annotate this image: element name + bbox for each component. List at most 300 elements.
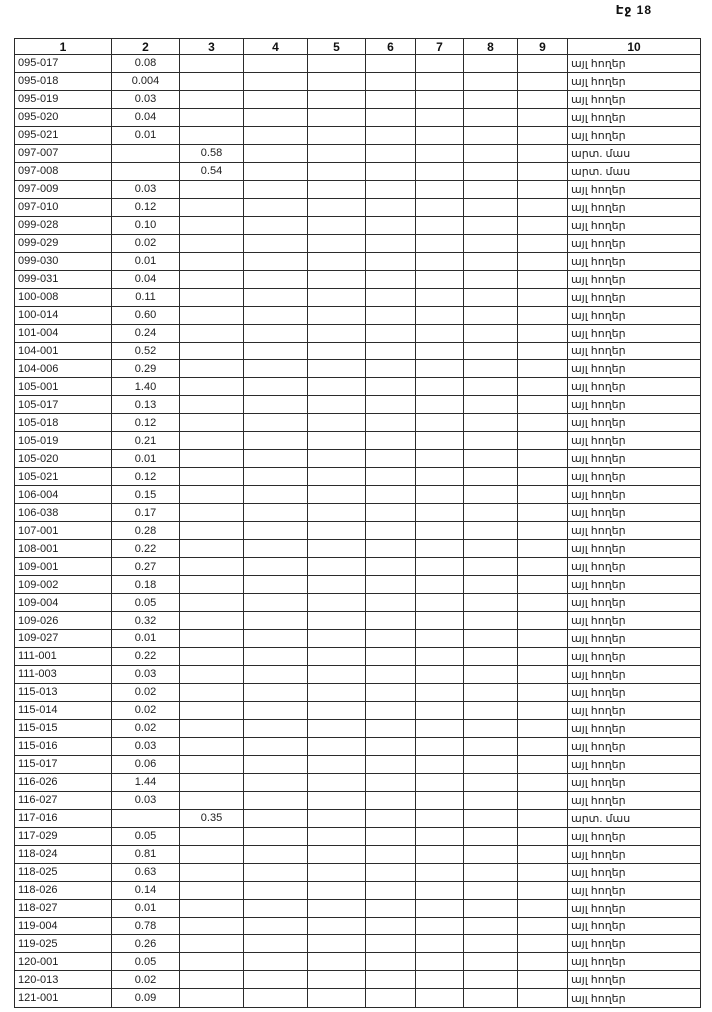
table-cell: [416, 881, 464, 899]
table-row: [15, 378, 701, 396]
table-cell: [518, 55, 568, 73]
table-cell: [518, 342, 568, 360]
table-cell: 0.02: [112, 234, 180, 252]
table-cell: [244, 881, 308, 899]
table-cell: [416, 665, 464, 683]
table-row: [15, 809, 701, 827]
table-cell: [244, 809, 308, 827]
parcel-code-cell: 117-029: [15, 827, 112, 845]
land-type-cell: այլ հողեր: [568, 324, 701, 342]
table-cell: [518, 612, 568, 630]
table-cell: [518, 306, 568, 324]
table-cell: [244, 288, 308, 306]
table-cell: [180, 108, 244, 126]
table-cell: [366, 827, 416, 845]
table-cell: [464, 540, 518, 558]
land-type-cell: այլ հողեր: [568, 791, 701, 809]
table-cell: [244, 773, 308, 791]
parcel-code-cell: 105-001: [15, 378, 112, 396]
table-cell: [180, 342, 244, 360]
parcel-code-cell: 111-003: [15, 665, 112, 683]
column-header: 7: [416, 39, 464, 55]
table-cell: [112, 162, 180, 180]
table-cell: [366, 180, 416, 198]
table-cell: [244, 665, 308, 683]
land-type-cell: այլ հողեր: [568, 989, 701, 1008]
table-cell: [464, 342, 518, 360]
table-row: [15, 486, 701, 504]
parcel-code-cell: 097-010: [15, 198, 112, 216]
table-cell: [244, 971, 308, 989]
land-type-cell: այլ հողեր: [568, 576, 701, 594]
land-type-cell: այլ հողեր: [568, 288, 701, 306]
table-cell: [366, 270, 416, 288]
table-cell: [180, 827, 244, 845]
parcel-code-cell: 108-001: [15, 540, 112, 558]
land-type-cell: այլ հողեր: [568, 234, 701, 252]
table-cell: [180, 665, 244, 683]
table-cell: [308, 971, 366, 989]
parcel-code-cell: 095-020: [15, 108, 112, 126]
table-cell: [518, 378, 568, 396]
table-cell: [464, 108, 518, 126]
table-cell: [180, 450, 244, 468]
land-type-cell: այլ հողեր: [568, 252, 701, 270]
land-type-cell: այլ հողեր: [568, 306, 701, 324]
table-cell: [308, 612, 366, 630]
table-cell: [308, 288, 366, 306]
table-cell: [518, 504, 568, 522]
parcel-code-cell: 119-025: [15, 935, 112, 953]
land-type-cell: այլ հողեր: [568, 737, 701, 755]
table-row: [15, 162, 701, 180]
table-cell: [244, 342, 308, 360]
table-cell: 0.81: [112, 845, 180, 863]
table-cell: [518, 899, 568, 917]
table-cell: [244, 683, 308, 701]
table-cell: [308, 396, 366, 414]
parcel-code-cell: 109-027: [15, 630, 112, 648]
table-cell: [416, 719, 464, 737]
table-cell: [416, 647, 464, 665]
table-cell: [416, 198, 464, 216]
table-cell: [308, 216, 366, 234]
table-cell: [464, 701, 518, 719]
table-cell: [244, 647, 308, 665]
table-cell: [366, 576, 416, 594]
table-cell: [366, 288, 416, 306]
parcel-code-cell: 117-016: [15, 809, 112, 827]
table-cell: [244, 324, 308, 342]
table-cell: [518, 360, 568, 378]
land-type-cell: այլ հողեր: [568, 414, 701, 432]
table-cell: [464, 576, 518, 594]
land-type-cell: այլ հողեր: [568, 755, 701, 773]
table-cell: [308, 306, 366, 324]
table-cell: [308, 468, 366, 486]
table-cell: [416, 791, 464, 809]
table-cell: [180, 701, 244, 719]
table-cell: [464, 881, 518, 899]
table-cell: [518, 701, 568, 719]
land-type-cell: այլ հողեր: [568, 863, 701, 881]
table-cell: [308, 522, 366, 540]
table-cell: 0.01: [112, 630, 180, 648]
table-cell: 0.03: [112, 791, 180, 809]
table-cell: [416, 288, 464, 306]
table-cell: [180, 306, 244, 324]
table-cell: [180, 414, 244, 432]
table-cell: [308, 270, 366, 288]
table-cell: [180, 719, 244, 737]
table-cell: [244, 719, 308, 737]
land-type-cell: այլ հողեր: [568, 558, 701, 576]
parcel-code-cell: 118-025: [15, 863, 112, 881]
table-cell: [416, 306, 464, 324]
land-type-cell: այլ հողեր: [568, 522, 701, 540]
table-cell: 0.01: [112, 252, 180, 270]
table-cell: 1.44: [112, 773, 180, 791]
table-cell: [308, 791, 366, 809]
table-cell: [308, 540, 366, 558]
land-type-cell: այլ հողեր: [568, 72, 701, 90]
table-cell: 0.03: [112, 665, 180, 683]
table-cell: [518, 90, 568, 108]
parcel-code-cell: 099-028: [15, 216, 112, 234]
table-cell: [244, 558, 308, 576]
table-cell: [244, 935, 308, 953]
table-cell: [464, 270, 518, 288]
table-cell: [308, 863, 366, 881]
column-header: 2: [112, 39, 180, 55]
table-cell: [366, 773, 416, 791]
table-row: [15, 108, 701, 126]
table-cell: [416, 324, 464, 342]
table-cell: [366, 198, 416, 216]
table-cell: [244, 126, 308, 144]
column-header: 6: [366, 39, 416, 55]
table-cell: [244, 270, 308, 288]
parcel-code-cell: 105-019: [15, 432, 112, 450]
table-cell: [308, 504, 366, 522]
table-row: [15, 558, 701, 576]
table-cell: [308, 162, 366, 180]
table-row: [15, 755, 701, 773]
table-cell: [180, 917, 244, 935]
table-cell: [518, 630, 568, 648]
table-cell: [416, 630, 464, 648]
table-cell: [244, 198, 308, 216]
table-cell: [464, 414, 518, 432]
table-row: [15, 971, 701, 989]
land-type-cell: այլ հողեր: [568, 647, 701, 665]
table-cell: [244, 162, 308, 180]
parcel-code-cell: 115-013: [15, 683, 112, 701]
table-cell: [366, 414, 416, 432]
table-cell: [518, 953, 568, 971]
parcel-code-cell: 107-001: [15, 522, 112, 540]
table-cell: 0.27: [112, 558, 180, 576]
table-cell: [366, 72, 416, 90]
table-cell: [308, 198, 366, 216]
table-row: [15, 630, 701, 648]
table-cell: [416, 450, 464, 468]
table-cell: 0.22: [112, 540, 180, 558]
table-cell: [308, 180, 366, 198]
table-cell: [416, 72, 464, 90]
table-cell: 0.06: [112, 755, 180, 773]
table-cell: [244, 917, 308, 935]
table-cell: [518, 665, 568, 683]
table-cell: [180, 324, 244, 342]
table-cell: [180, 432, 244, 450]
table-cell: [416, 126, 464, 144]
table-cell: [308, 647, 366, 665]
table-cell: 0.09: [112, 989, 180, 1008]
table-cell: [464, 468, 518, 486]
table-cell: [180, 755, 244, 773]
table-cell: [464, 396, 518, 414]
table-cell: [518, 881, 568, 899]
table-cell: [180, 396, 244, 414]
parcel-code-cell: 104-001: [15, 342, 112, 360]
parcel-code-cell: 099-031: [15, 270, 112, 288]
table-cell: [416, 953, 464, 971]
table-cell: [366, 558, 416, 576]
table-cell: [366, 737, 416, 755]
parcel-code-cell: 095-021: [15, 126, 112, 144]
table-cell: [308, 701, 366, 719]
table-cell: [416, 935, 464, 953]
table-cell: [180, 647, 244, 665]
table-cell: [180, 558, 244, 576]
table-cell: [180, 216, 244, 234]
table-cell: [518, 827, 568, 845]
table-row: [15, 342, 701, 360]
table-cell: [180, 126, 244, 144]
table-cell: [180, 180, 244, 198]
table-cell: [464, 126, 518, 144]
table-cell: [464, 198, 518, 216]
table-cell: [518, 540, 568, 558]
table-cell: [180, 252, 244, 270]
table-cell: [366, 306, 416, 324]
table-cell: [244, 845, 308, 863]
table-cell: 0.18: [112, 576, 180, 594]
parcel-code-cell: 109-001: [15, 558, 112, 576]
land-type-cell: այլ հողեր: [568, 845, 701, 863]
table-cell: [464, 360, 518, 378]
table-cell: [464, 558, 518, 576]
table-cell: [308, 144, 366, 162]
table-cell: [416, 252, 464, 270]
table-cell: [244, 899, 308, 917]
table-cell: 0.52: [112, 342, 180, 360]
parcel-code-cell: 100-014: [15, 306, 112, 324]
table-cell: 0.17: [112, 504, 180, 522]
table-row: [15, 324, 701, 342]
table-cell: [366, 935, 416, 953]
table-cell: [518, 324, 568, 342]
table-cell: [416, 899, 464, 917]
table-row: [15, 647, 701, 665]
table-cell: [180, 198, 244, 216]
table-cell: [464, 612, 518, 630]
parcel-code-cell: 120-001: [15, 953, 112, 971]
table-cell: 0.01: [112, 450, 180, 468]
table-cell: [308, 809, 366, 827]
table-cell: [518, 270, 568, 288]
table-cell: 0.02: [112, 971, 180, 989]
parcel-code-cell: 095-019: [15, 90, 112, 108]
land-type-cell: այլ հողեր: [568, 701, 701, 719]
table-cell: [308, 108, 366, 126]
table-row: [15, 90, 701, 108]
table-cell: [464, 989, 518, 1008]
table-cell: [464, 845, 518, 863]
table-cell: [366, 917, 416, 935]
parcel-code-cell: 097-008: [15, 162, 112, 180]
table-cell: [366, 90, 416, 108]
table-cell: 0.03: [112, 180, 180, 198]
table-cell: [308, 773, 366, 791]
table-cell: [366, 791, 416, 809]
table-cell: [416, 162, 464, 180]
table-cell: [366, 630, 416, 648]
table-cell: 0.03: [112, 737, 180, 755]
table-cell: [366, 845, 416, 863]
table-cell: 0.26: [112, 935, 180, 953]
parcel-code-cell: 100-008: [15, 288, 112, 306]
table-cell: [518, 863, 568, 881]
table-cell: [518, 522, 568, 540]
table-row: [15, 594, 701, 612]
parcel-code-cell: 095-018: [15, 72, 112, 90]
table-row: [15, 701, 701, 719]
land-type-cell: այլ հողեր: [568, 450, 701, 468]
table-cell: [308, 90, 366, 108]
land-type-cell: այլ հողեր: [568, 468, 701, 486]
table-cell: [308, 126, 366, 144]
table-cell: [518, 917, 568, 935]
table-cell: [308, 953, 366, 971]
table-cell: [244, 180, 308, 198]
table-cell: [244, 216, 308, 234]
table-cell: [366, 971, 416, 989]
table-cell: [366, 881, 416, 899]
table-cell: [518, 594, 568, 612]
column-header: 3: [180, 39, 244, 55]
table-cell: [308, 989, 366, 1008]
table-cell: [244, 144, 308, 162]
table-cell: [416, 863, 464, 881]
table-cell: [308, 737, 366, 755]
table-cell: [416, 989, 464, 1008]
table-cell: [308, 252, 366, 270]
table-cell: [308, 55, 366, 73]
parcel-code-cell: 101-004: [15, 324, 112, 342]
table-cell: [180, 468, 244, 486]
table-cell: [518, 450, 568, 468]
table-cell: [464, 252, 518, 270]
table-cell: [366, 701, 416, 719]
table-cell: [416, 90, 464, 108]
table-cell: [464, 647, 518, 665]
table-row: [15, 450, 701, 468]
table-cell: [518, 396, 568, 414]
table-cell: [366, 863, 416, 881]
table-cell: [416, 144, 464, 162]
table-cell: 0.03: [112, 90, 180, 108]
table-cell: [416, 773, 464, 791]
table-cell: [518, 72, 568, 90]
parcel-code-cell: 115-017: [15, 755, 112, 773]
parcel-code-cell: 116-026: [15, 773, 112, 791]
table-cell: [464, 863, 518, 881]
table-cell: [180, 863, 244, 881]
table-cell: [416, 971, 464, 989]
table-cell: [180, 522, 244, 540]
table-row: [15, 216, 701, 234]
table-cell: [464, 899, 518, 917]
table-cell: 0.05: [112, 953, 180, 971]
table-cell: 0.01: [112, 126, 180, 144]
table-cell: [518, 989, 568, 1008]
table-cell: [180, 270, 244, 288]
table-row: [15, 270, 701, 288]
table-row: [15, 234, 701, 252]
table-cell: [366, 647, 416, 665]
table-row: [15, 180, 701, 198]
table-cell: [366, 612, 416, 630]
table-cell: [180, 737, 244, 755]
table-cell: [464, 827, 518, 845]
column-header: 4: [244, 39, 308, 55]
table-cell: [366, 953, 416, 971]
table-cell: [308, 594, 366, 612]
table-row: [15, 540, 701, 558]
land-type-cell: այլ հողեր: [568, 342, 701, 360]
table-cell: [416, 378, 464, 396]
table-row: [15, 791, 701, 809]
column-header: 8: [464, 39, 518, 55]
table-row: [15, 899, 701, 917]
table-cell: [518, 935, 568, 953]
table-cell: [244, 504, 308, 522]
table-cell: [244, 432, 308, 450]
land-parcel-table: [14, 38, 701, 1008]
table-cell: [308, 378, 366, 396]
table-cell: [518, 486, 568, 504]
table-cell: [366, 55, 416, 73]
table-cell: [518, 755, 568, 773]
parcel-code-cell: 105-018: [15, 414, 112, 432]
table-cell: [308, 72, 366, 90]
table-cell: [416, 594, 464, 612]
table-row: [15, 126, 701, 144]
land-type-cell: այլ հողեր: [568, 396, 701, 414]
table-cell: 0.04: [112, 108, 180, 126]
table-cell: [518, 288, 568, 306]
table-row: [15, 665, 701, 683]
table-cell: 0.12: [112, 414, 180, 432]
column-header: 10: [568, 39, 701, 55]
land-type-cell: այլ հողեր: [568, 126, 701, 144]
table-cell: [464, 162, 518, 180]
table-row: [15, 935, 701, 953]
table-cell: [416, 540, 464, 558]
parcel-code-cell: 115-014: [15, 701, 112, 719]
